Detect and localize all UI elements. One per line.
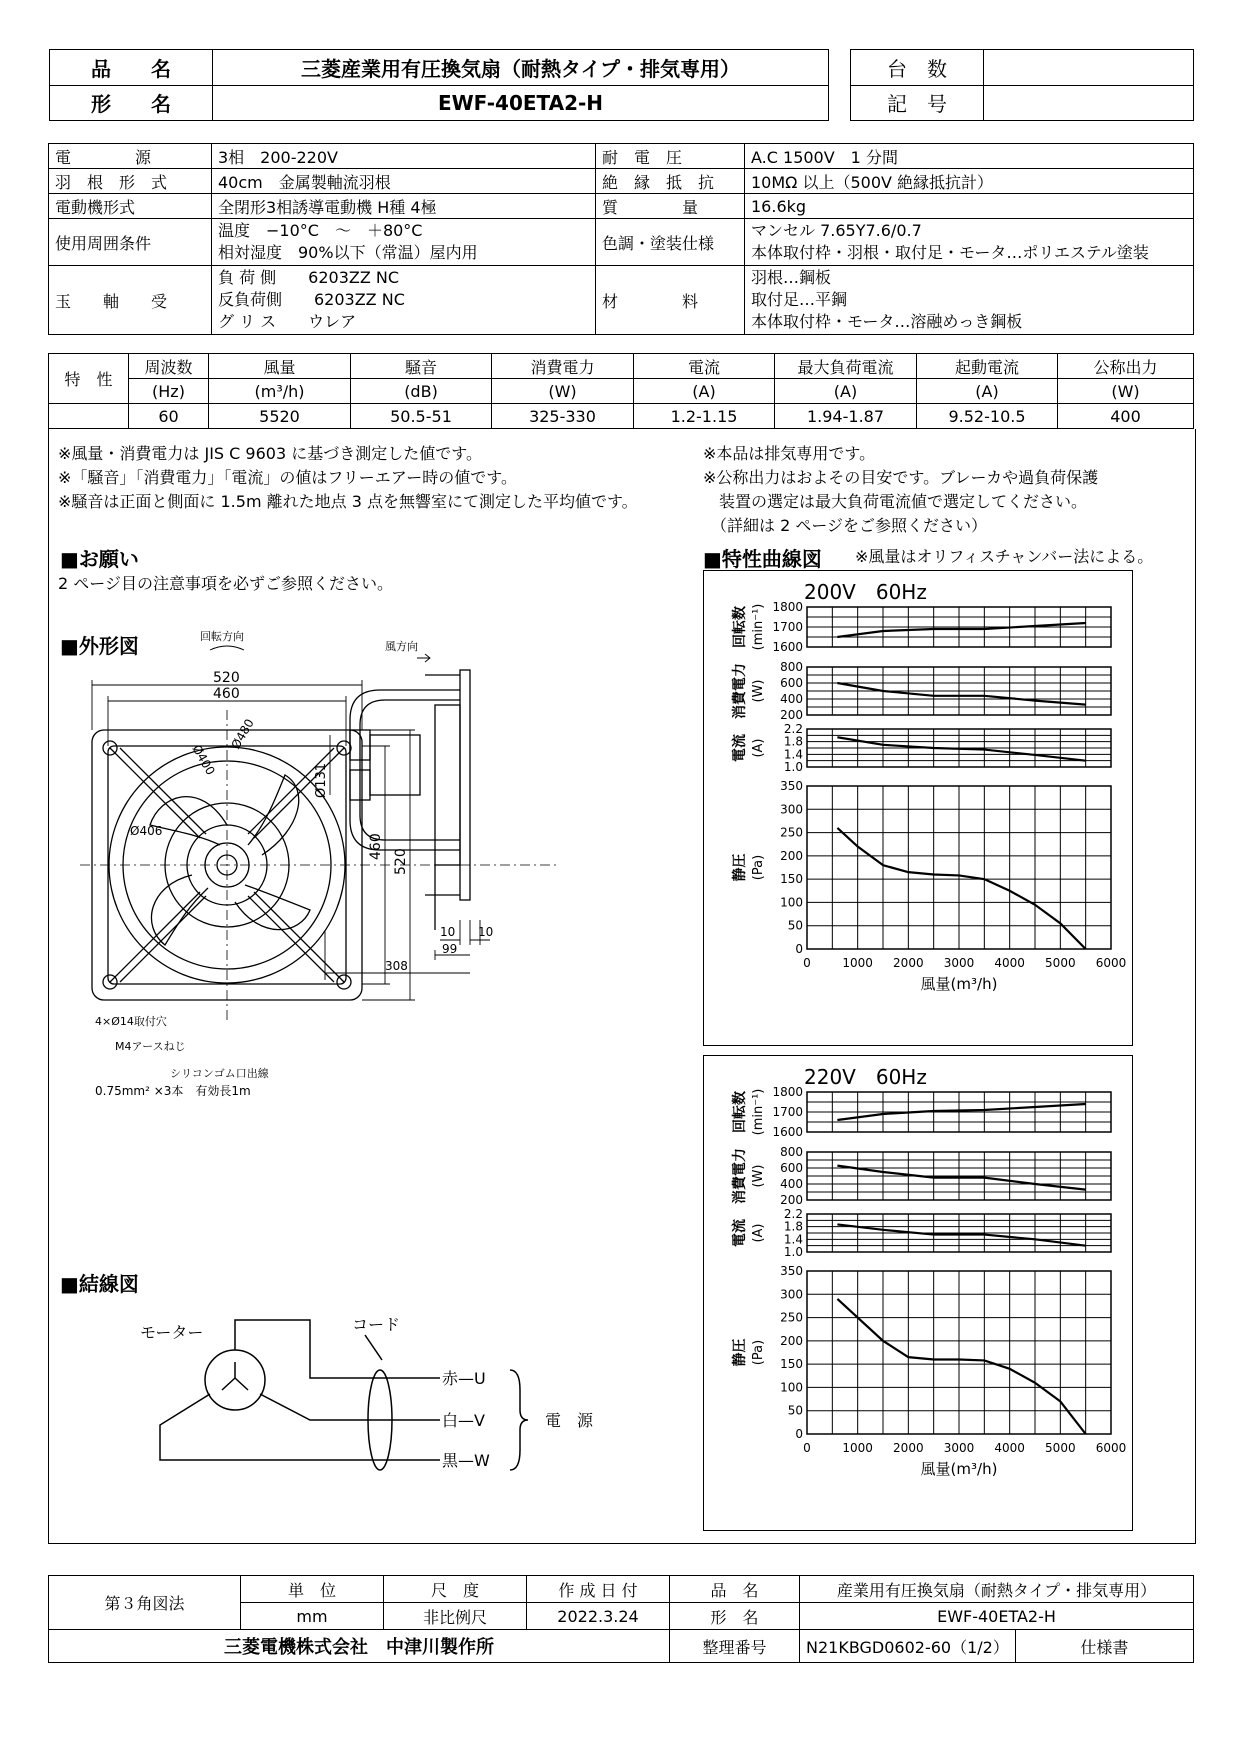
series-line bbox=[837, 828, 1085, 949]
y-tick-label: 1800 bbox=[772, 1085, 803, 1099]
dim-label: Ø400 bbox=[189, 742, 218, 778]
dim-label: Ø480 bbox=[228, 716, 257, 752]
dim-label: 308 bbox=[385, 959, 408, 973]
wire-white: 白—V bbox=[442, 1411, 485, 1430]
name-value: 産業用有圧換気扇（耐熱タイプ・排気専用） bbox=[800, 1576, 1194, 1603]
unit-label: 単 位 bbox=[241, 1576, 384, 1603]
y-tick-label: 1.8 bbox=[783, 1219, 803, 1234]
ref-value: N21KBGD0602-60（1/2） bbox=[800, 1630, 1016, 1663]
color-line: 本体取付枠・羽根・取付足・モータ…ポリエステル塗装 bbox=[751, 243, 1149, 262]
char-unit: (A) bbox=[634, 379, 775, 404]
notes-right bbox=[703, 442, 1098, 538]
series-line bbox=[837, 623, 1085, 637]
y-axis-unit: (W) bbox=[751, 1164, 766, 1188]
y-tick-label: 400 bbox=[780, 692, 803, 706]
wiring-title: ■結線図 bbox=[60, 1272, 139, 1296]
y-tick-label: 0 bbox=[795, 1427, 803, 1441]
y-axis-label: 回転数 bbox=[732, 606, 748, 648]
x-tick-label: 3000 bbox=[943, 1441, 975, 1455]
env-label: 使用周囲条件 bbox=[49, 219, 212, 266]
char-header: 風量 bbox=[209, 354, 351, 379]
y-axis-label: 静圧 bbox=[732, 1338, 748, 1367]
outline-drawing bbox=[80, 630, 680, 1110]
bearing-line: グ リ ス ウレア bbox=[218, 312, 357, 331]
product-label: 品 名 bbox=[50, 50, 213, 86]
char-value: 5520 bbox=[209, 404, 351, 429]
y-tick-label: 150 bbox=[780, 872, 803, 887]
y-tick-label: 0 bbox=[795, 942, 803, 956]
notes-left bbox=[58, 442, 638, 514]
y-axis-unit: (A) bbox=[751, 738, 766, 758]
motor-label: モーター bbox=[140, 1323, 204, 1342]
spec-value: 全閉形3相誘導電動機 H種 4極 bbox=[212, 194, 596, 219]
y-axis-unit: (min⁻¹) bbox=[751, 1088, 766, 1136]
note-line: 装置の選定は最大負荷電流値で選定してください。 bbox=[703, 492, 1088, 511]
x-tick-label: 5000 bbox=[1045, 956, 1076, 970]
y-tick-label: 800 bbox=[780, 660, 803, 674]
series-line bbox=[837, 737, 1085, 760]
request-text: 2 ページ目の注意事項を必ずご参照ください。 bbox=[58, 574, 393, 593]
chart-title: 200V 60Hz bbox=[804, 580, 927, 604]
series-line bbox=[837, 1224, 1085, 1245]
scale-value: 非比例尺 bbox=[384, 1603, 527, 1630]
curves-title: ■特性曲線図 bbox=[703, 547, 822, 571]
qty-table bbox=[850, 49, 1194, 121]
char-unit: (m³/h) bbox=[209, 379, 351, 404]
y-axis-unit: (Pa) bbox=[751, 1339, 766, 1366]
y-tick-label: 250 bbox=[780, 1310, 803, 1325]
request-title: ■お願い bbox=[60, 547, 139, 571]
spec-value: 3相 200-220V bbox=[212, 144, 596, 169]
y-tick-label: 350 bbox=[780, 779, 803, 793]
power-label: 電 源 bbox=[545, 1411, 594, 1430]
y-tick-label: 50 bbox=[787, 918, 803, 933]
scale-label: 尺 度 bbox=[384, 1576, 527, 1603]
char-header: 周波数 bbox=[129, 354, 209, 379]
product-header-table bbox=[49, 49, 829, 121]
color-value bbox=[745, 219, 1194, 266]
x-tick-label: 4000 bbox=[994, 1441, 1025, 1455]
date-label: 作 成 日 付 bbox=[527, 1576, 670, 1603]
y-axis-label: 消費電力 bbox=[732, 663, 748, 719]
material-line: 本体取付枠・モータ…溶融めっき鋼板 bbox=[751, 312, 1023, 331]
char-header: 消費電力 bbox=[492, 354, 634, 379]
char-value: 1.2-1.15 bbox=[634, 404, 775, 429]
char-unit: (W) bbox=[492, 379, 634, 404]
cable-spec: 0.75mm² ×3本 有効長1m bbox=[95, 1084, 251, 1098]
wiring-diagram bbox=[130, 1310, 650, 1480]
dim-label: 10 bbox=[440, 925, 456, 939]
holes-label: 4×Ø14取付穴 bbox=[95, 1015, 167, 1028]
y-tick-label: 200 bbox=[780, 1333, 803, 1348]
note-line: ※風量・消費電力は JIS C 9603 に基づき測定した値です。 bbox=[58, 444, 482, 463]
note-line: ※騒音は正面と側面に 1.5m 離れた地点 3 点を無響室にて測定した平均値です。 bbox=[58, 492, 638, 511]
company-name: 三菱電機株式会社 中津川製作所 bbox=[49, 1630, 670, 1663]
ref-label: 整理番号 bbox=[670, 1630, 800, 1663]
char-unit: (A) bbox=[775, 379, 917, 404]
material-label: 材 料 bbox=[596, 266, 745, 335]
material-value bbox=[745, 266, 1194, 335]
model-value-footer: EWF-40ETA2-H bbox=[800, 1603, 1194, 1630]
unit-value: mm bbox=[241, 1603, 384, 1630]
model-name: EWF-40ETA2-H bbox=[213, 85, 829, 121]
material-line: 取付足…平鋼 bbox=[751, 290, 848, 309]
spec-label: 羽 根 形 式 bbox=[49, 169, 212, 194]
bearing-value bbox=[212, 266, 596, 335]
x-tick-label: 2000 bbox=[893, 1441, 924, 1455]
mark-label: 記 号 bbox=[851, 85, 984, 121]
char-value: 325-330 bbox=[492, 404, 634, 429]
x-tick-label: 2000 bbox=[893, 956, 924, 970]
y-tick-label: 300 bbox=[780, 802, 803, 817]
x-tick-label: 3000 bbox=[943, 956, 975, 970]
y-axis-label: 静圧 bbox=[732, 853, 748, 882]
y-tick-label: 200 bbox=[780, 1193, 803, 1207]
env-line: 相対湿度 90%以下（常温）屋内用 bbox=[218, 243, 478, 262]
y-tick-label: 800 bbox=[780, 1145, 803, 1159]
cord-label: コード bbox=[352, 1315, 401, 1334]
char-blank bbox=[49, 404, 129, 429]
performance-chart-220v bbox=[703, 1055, 1133, 1531]
projection-method: 第３角図法 bbox=[49, 1576, 241, 1630]
x-axis-label: 風量(m³/h) bbox=[920, 975, 998, 993]
char-value: 60 bbox=[129, 404, 209, 429]
char-value: 9.52-10.5 bbox=[917, 404, 1058, 429]
y-tick-label: 100 bbox=[780, 895, 803, 910]
y-tick-label: 1700 bbox=[772, 1105, 803, 1119]
rotation-label: 回転方向 bbox=[200, 630, 244, 643]
y-axis-unit: (W) bbox=[751, 679, 766, 703]
y-tick-label: 1.8 bbox=[783, 734, 803, 749]
characteristics-label: 特 性 bbox=[49, 354, 129, 404]
env-value bbox=[212, 219, 596, 266]
y-tick-label: 100 bbox=[780, 1380, 803, 1395]
dim-label: 460 bbox=[368, 833, 384, 860]
qty-value bbox=[984, 50, 1194, 86]
dim-label: 520 bbox=[213, 670, 240, 686]
spec-label: 電 源 bbox=[49, 144, 212, 169]
char-header: 騒音 bbox=[351, 354, 492, 379]
series-line bbox=[837, 1299, 1085, 1434]
spec-label: 絶 縁 抵 抗 bbox=[596, 169, 745, 194]
name-label: 品 名 bbox=[670, 1576, 800, 1603]
y-tick-label: 1600 bbox=[772, 640, 803, 654]
mark-value bbox=[984, 85, 1194, 121]
curves-note: ※風量はオリフィスチャンバー法による。 bbox=[855, 547, 1154, 566]
y-tick-label: 2.2 bbox=[783, 1207, 803, 1221]
dim-label: 99 bbox=[442, 942, 458, 956]
footer-table bbox=[48, 1575, 1194, 1663]
y-tick-label: 1.0 bbox=[783, 1245, 803, 1259]
x-tick-label: 1000 bbox=[842, 956, 873, 970]
date-value: 2022.3.24 bbox=[527, 1603, 670, 1630]
spec-table bbox=[48, 143, 1194, 335]
x-axis-label: 風量(m³/h) bbox=[920, 1460, 998, 1478]
y-axis-label: 回転数 bbox=[732, 1091, 748, 1133]
char-header: 起動電流 bbox=[917, 354, 1058, 379]
wire-red: 赤—U bbox=[442, 1369, 486, 1388]
series-line bbox=[837, 683, 1085, 705]
y-axis-unit: (Pa) bbox=[751, 854, 766, 881]
spec-label: 耐 電 圧 bbox=[596, 144, 745, 169]
char-value: 1.94-1.87 bbox=[775, 404, 917, 429]
y-tick-label: 250 bbox=[780, 825, 803, 840]
y-tick-label: 50 bbox=[787, 1403, 803, 1418]
char-header: 電流 bbox=[634, 354, 775, 379]
spec-value: 16.6kg bbox=[745, 194, 1194, 219]
x-tick-label: 0 bbox=[803, 1441, 811, 1455]
y-tick-label: 150 bbox=[780, 1357, 803, 1372]
spec-label: 質 量 bbox=[596, 194, 745, 219]
y-tick-label: 1700 bbox=[772, 620, 803, 634]
char-unit: (dB) bbox=[351, 379, 492, 404]
y-axis-label: 電流 bbox=[732, 734, 748, 762]
x-tick-label: 6000 bbox=[1095, 1441, 1127, 1455]
color-line: マンセル 7.65Y7.6/0.7 bbox=[751, 221, 922, 240]
characteristics-table bbox=[48, 353, 1194, 429]
y-tick-label: 200 bbox=[780, 848, 803, 863]
wire-black: 黒—W bbox=[442, 1451, 490, 1470]
x-tick-label: 4000 bbox=[994, 956, 1025, 970]
y-tick-label: 1.4 bbox=[783, 747, 803, 762]
bearing-line: 負 荷 側 6203ZZ NC bbox=[218, 268, 400, 287]
y-axis-unit: (min⁻¹) bbox=[751, 603, 766, 651]
y-axis-unit: (A) bbox=[751, 1223, 766, 1243]
spec-label: 電動機形式 bbox=[49, 194, 212, 219]
x-tick-label: 5000 bbox=[1045, 1441, 1076, 1455]
char-unit: (Hz) bbox=[129, 379, 209, 404]
y-axis-label: 電流 bbox=[732, 1219, 748, 1247]
dim-label: 520 bbox=[393, 848, 409, 875]
x-tick-label: 6000 bbox=[1095, 956, 1127, 970]
note-line: ※本品は排気専用です。 bbox=[703, 444, 876, 463]
note-line: （詳細は 2 ページをご参照ください） bbox=[703, 516, 988, 535]
y-tick-label: 1800 bbox=[772, 600, 803, 614]
y-tick-label: 2.2 bbox=[783, 722, 803, 736]
char-unit: (W) bbox=[1058, 379, 1194, 404]
dim-label: Ø131 bbox=[314, 762, 329, 798]
series-line bbox=[837, 1166, 1085, 1190]
y-tick-label: 350 bbox=[780, 1264, 803, 1278]
doc-type: 仕様書 bbox=[1015, 1630, 1193, 1663]
chart-title: 220V 60Hz bbox=[804, 1065, 927, 1089]
x-tick-label: 1000 bbox=[842, 1441, 873, 1455]
dim-label: 460 bbox=[213, 686, 240, 702]
outline-title: ■外形図 bbox=[60, 634, 139, 658]
wind-label: 風方向 bbox=[385, 640, 418, 653]
y-tick-label: 400 bbox=[780, 1177, 803, 1191]
y-tick-label: 600 bbox=[780, 676, 803, 690]
earth-label: M4アースねじ bbox=[115, 1040, 186, 1053]
bearing-label: 玉 軸 受 bbox=[49, 266, 212, 335]
char-value: 400 bbox=[1058, 404, 1194, 429]
y-axis-label: 消費電力 bbox=[732, 1148, 748, 1204]
material-line: 羽根…鋼板 bbox=[751, 268, 832, 287]
note-line: ※公称出力はおよその目安です。ブレーカや過負荷保護 bbox=[703, 468, 1099, 487]
char-value: 50.5-51 bbox=[351, 404, 492, 429]
y-tick-label: 600 bbox=[780, 1161, 803, 1175]
y-tick-label: 1600 bbox=[772, 1125, 803, 1139]
bearing-line: 反負荷側 6203ZZ NC bbox=[218, 290, 405, 309]
spec-value: 10MΩ 以上（500V 絶縁抵抗計） bbox=[745, 169, 1194, 194]
char-unit: (A) bbox=[917, 379, 1058, 404]
dim-label: Ø406 bbox=[130, 824, 163, 838]
note-line: ※「騒音」「消費電力」「電流」の値はフリーエアー時の値です。 bbox=[58, 468, 518, 487]
model-label: 形 名 bbox=[50, 85, 213, 121]
char-header: 最大負荷電流 bbox=[775, 354, 917, 379]
y-tick-label: 1.0 bbox=[783, 760, 803, 774]
performance-chart-200v bbox=[703, 570, 1133, 1046]
y-tick-label: 1.4 bbox=[783, 1232, 803, 1247]
qty-label: 台 数 bbox=[851, 50, 984, 86]
color-label: 色調・塗装仕様 bbox=[596, 219, 745, 266]
env-line: 温度 −10°C ～ ＋80°C bbox=[218, 221, 423, 240]
x-tick-label: 0 bbox=[803, 956, 811, 970]
spec-value: 40cm 金属製軸流羽根 bbox=[212, 169, 596, 194]
y-tick-label: 300 bbox=[780, 1287, 803, 1302]
cable-label: シリコンゴム口出線 bbox=[170, 1067, 269, 1080]
model-label-footer: 形 名 bbox=[670, 1603, 800, 1630]
dim-label: 10 bbox=[478, 925, 494, 939]
product-name: 三菱産業用有圧換気扇（耐熱タイプ・排気専用） bbox=[213, 50, 829, 86]
y-tick-label: 200 bbox=[780, 708, 803, 722]
char-header: 公称出力 bbox=[1058, 354, 1194, 379]
spec-value: A.C 1500V 1 分間 bbox=[745, 144, 1194, 169]
